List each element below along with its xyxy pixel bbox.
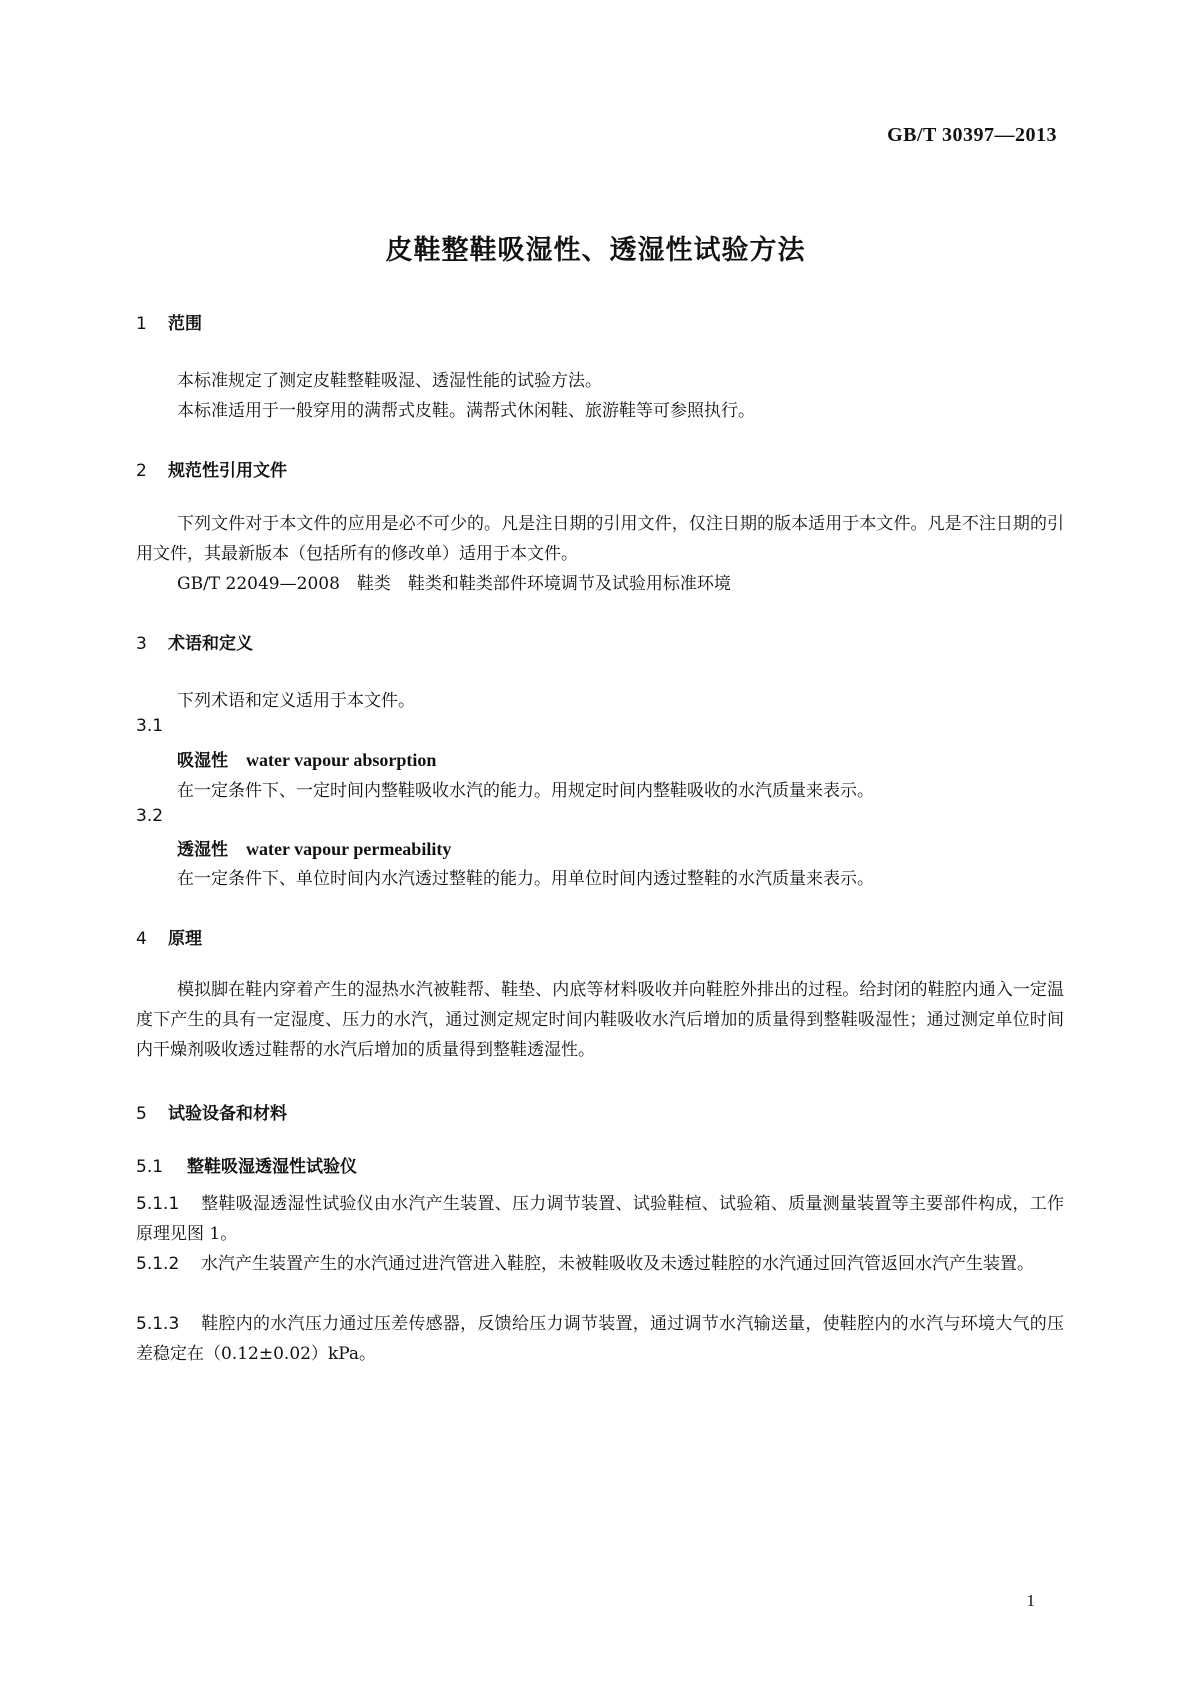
term-entry: [177, 835, 451, 860]
section-title: 规范性引用文件: [168, 461, 287, 481]
clause-5-1-3: [136, 1309, 1064, 1369]
term-entry: [177, 746, 436, 771]
section-title: 试验设备和材料: [168, 1104, 287, 1124]
term-definition: 在一定条件下、单位时间内水汽透过整鞋的能力。用单位时间内透过整鞋的水汽质量来表示。: [177, 869, 874, 889]
paragraph: 本标准适用于一般穿用的满帮式皮鞋。满帮式休闲鞋、旅游鞋等可参照执行。: [177, 401, 755, 421]
clause-5-1-1: [136, 1189, 1064, 1249]
normative-reference: GB/T 22049—2008 鞋类 鞋类和鞋类部件环境调节及试验用标准环境: [177, 574, 731, 594]
clause-text: 水汽产生装置产生的水汽通过进汽管进入鞋腔，未被鞋吸收及未透过鞋腔的水汽通过回汽管返回水汽产生装置。: [201, 1254, 1034, 1274]
section-title: 范围: [168, 314, 202, 334]
term-definition: 在一定条件下、一定时间内整鞋吸收水汽的能力。用规定时间内整鞋吸收的水汽质量来表示。: [177, 781, 874, 801]
section-number: 3: [136, 634, 147, 654]
paragraph: 本标准规定了测定皮鞋整鞋吸湿、透湿性能的试验方法。: [177, 371, 602, 391]
section-number: 4: [136, 929, 147, 949]
section-4-heading: [136, 924, 202, 949]
term-name-en: water vapour absorption: [246, 750, 437, 770]
subsection-number: 5.1: [136, 1157, 164, 1177]
term-name-zh: 吸湿性: [177, 751, 228, 771]
clause-number: 5.1.2: [136, 1254, 180, 1274]
section-number: 1: [136, 314, 147, 334]
section-number: 5: [136, 1104, 147, 1124]
clause-number: 5.1.1: [136, 1194, 180, 1214]
section-title: 术语和定义: [168, 634, 253, 654]
term-name-en: water vapour permeability: [246, 839, 452, 859]
clause-text: 整鞋吸湿透湿性试验仪由水汽产生装置、压力调节装置、试验鞋楦、试验箱、质量测量装置等主要部件构成，工作原理见图 1。: [136, 1194, 1064, 1244]
term-number: 3.1: [136, 716, 164, 736]
subsection-title: 整鞋吸湿透湿性试验仪: [187, 1157, 357, 1177]
paragraph: 模拟脚在鞋内穿着产生的湿热水汽被鞋帮、鞋垫、内底等材料吸收并向鞋腔外排出的过程。给封闭的鞋腔内通入一定温度下产生的具有一定湿度、压力的水汽，通过测定规定时间内鞋吸收水汽后增加的质量得到整鞋吸湿性；通过测定单位时间内干燥剂吸收透过鞋帮的水汽后增加的质量得到整鞋透湿性。: [136, 980, 1064, 1060]
page-number: 1: [1026, 1591, 1035, 1610]
clause-text: 鞋腔内的水汽压力通过压差传感器，反馈给压力调节装置，通过调节水汽输送量，使鞋腔内的水汽与环境大气的压差稳定在（0.12±0.02）kPa。: [136, 1314, 1064, 1364]
paragraph: 下列文件对于本文件的应用是必不可少的。凡是注日期的引用文件，仅注日期的版本适用于本文件。凡是不注日期的引用文件，其最新版本（包括所有的修改单）适用于本文件。: [136, 514, 1064, 564]
section-1-heading: [136, 309, 202, 334]
section-number: 2: [136, 461, 147, 481]
subsection-5-1-heading: [136, 1152, 357, 1177]
term-name-zh: 透湿性: [177, 840, 228, 860]
term-number: 3.2: [136, 806, 164, 826]
standard-number: GB/T 30397—2013: [887, 124, 1057, 146]
clause-5-1-2: [136, 1249, 1064, 1279]
section-5-heading: [136, 1099, 287, 1124]
section-2-heading: [136, 456, 287, 481]
section-3-heading: [136, 629, 253, 654]
paragraph: 下列术语和定义适用于本文件。: [177, 691, 415, 711]
document-title: 皮鞋整鞋吸湿性、透湿性试验方法: [385, 235, 806, 266]
section-title: 原理: [168, 929, 202, 949]
clause-number: 5.1.3: [136, 1314, 180, 1334]
